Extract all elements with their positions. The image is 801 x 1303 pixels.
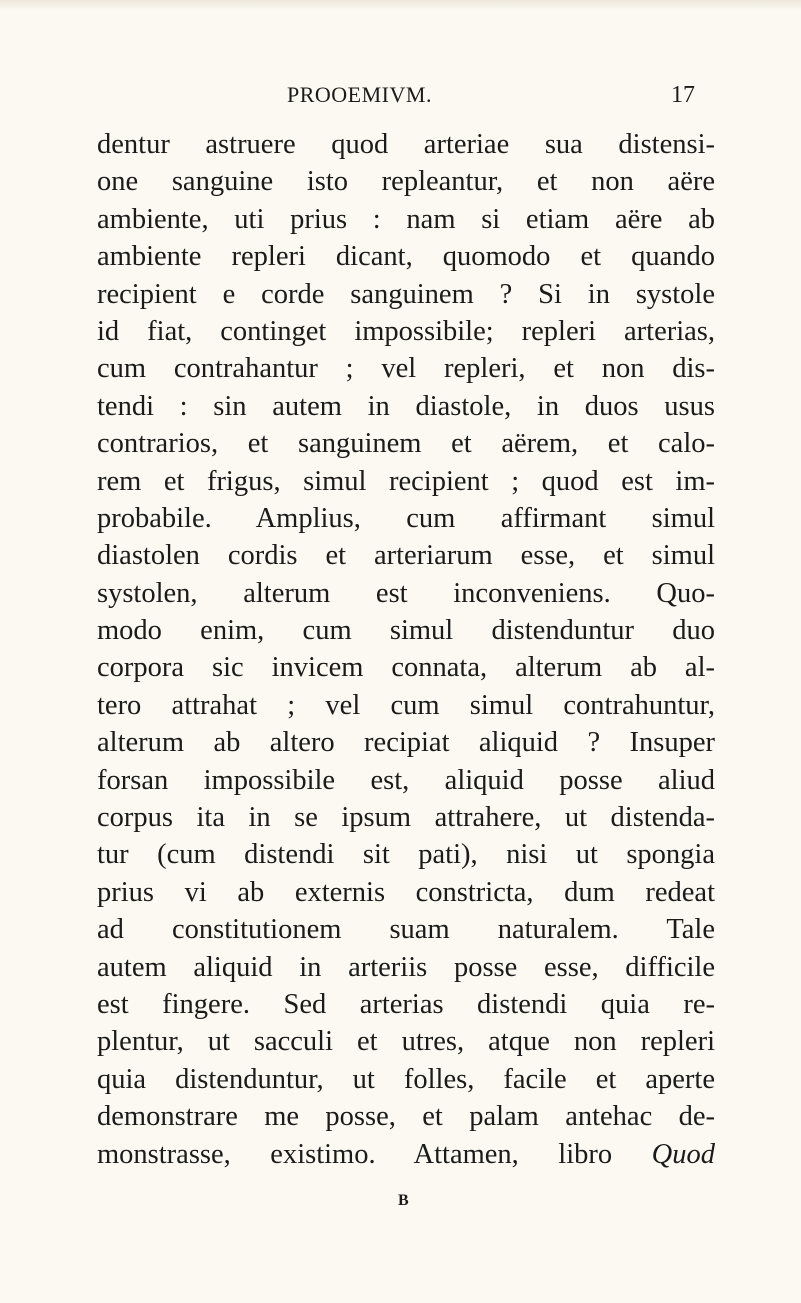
- body-text: [97, 126, 715, 1173]
- text-line: autem aliquid in arteriis posse esse, difficile: [97, 951, 715, 983]
- text-line: ad constitutionem suam naturalem. Tale: [97, 914, 715, 946]
- running-title: PROOEMIVM.: [287, 82, 432, 107]
- text-line: diastolen cordis et arteriarum esse, et simul: [97, 540, 715, 572]
- text-line: forsan impossibile est, aliquid posse aliud: [97, 764, 715, 796]
- text-line: corpus ita in se ipsum attrahere, ut distenda-: [97, 802, 715, 834]
- text-line: alterum ab altero recipiat aliquid ? Insuper: [97, 727, 715, 759]
- text-line: ambiente, uti prius : nam si etiam aëre ab: [97, 203, 715, 235]
- text-line: recipient e corde sanguinem ? Si in systole: [97, 278, 715, 310]
- text-line: quia distenduntur, ut folles, facile et aperte: [97, 1063, 715, 1095]
- text-line: cum contrahantur ; vel repleri, et non dis-: [97, 353, 715, 385]
- text-line: id fiat, continget impossibile; repleri arterias,: [97, 315, 715, 347]
- text-line: plentur, ut sacculi et utres, atque non repleri: [97, 1026, 715, 1058]
- text-line: systolen, alterum est inconveniens. Quo-: [97, 577, 715, 609]
- last-text-line: [97, 1136, 715, 1173]
- text-line: dentur astruere quod arteriae sua distensi-: [97, 129, 715, 160]
- text-line: rem et frigus, simul recipient ; quod est im-: [97, 465, 715, 497]
- running-head: [0, 80, 801, 110]
- text-line: tero attrahat ; vel cum simul contrahuntur,: [97, 689, 715, 721]
- catchword: Quod: [651, 1138, 715, 1170]
- text-line: tur (cum distendi sit pati), nisi ut spongia: [97, 839, 715, 871]
- page-top-edge: [0, 0, 801, 10]
- text-line: corpora sic invicem connata, alterum ab al-: [97, 652, 715, 684]
- signature-mark: B: [398, 1192, 409, 1209]
- text-line: contrarios, et sanguinem et aërem, et calo-: [97, 428, 715, 460]
- text-line: prius vi ab externis constricta, dum redeat: [97, 876, 715, 908]
- text-line: demonstrare me posse, et palam antehac de-: [97, 1101, 715, 1133]
- text-line: ambiente repleri dicant, quomodo et quando: [97, 241, 715, 273]
- text-line: est fingere. Sed arterias distendi quia re-: [97, 988, 715, 1020]
- text-line: modo enim, cum simul distenduntur duo: [97, 615, 715, 647]
- text-line: one sanguine isto repleantur, et non aëre: [97, 166, 715, 198]
- last-line-text: monstrasse, existimo. Attamen, libro: [97, 1138, 613, 1170]
- text-line: tendi : sin autem in diastole, in duos usus: [97, 390, 715, 422]
- page-number: 17: [671, 82, 695, 108]
- text-line: probabile. Amplius, cum affirmant simul: [97, 502, 715, 534]
